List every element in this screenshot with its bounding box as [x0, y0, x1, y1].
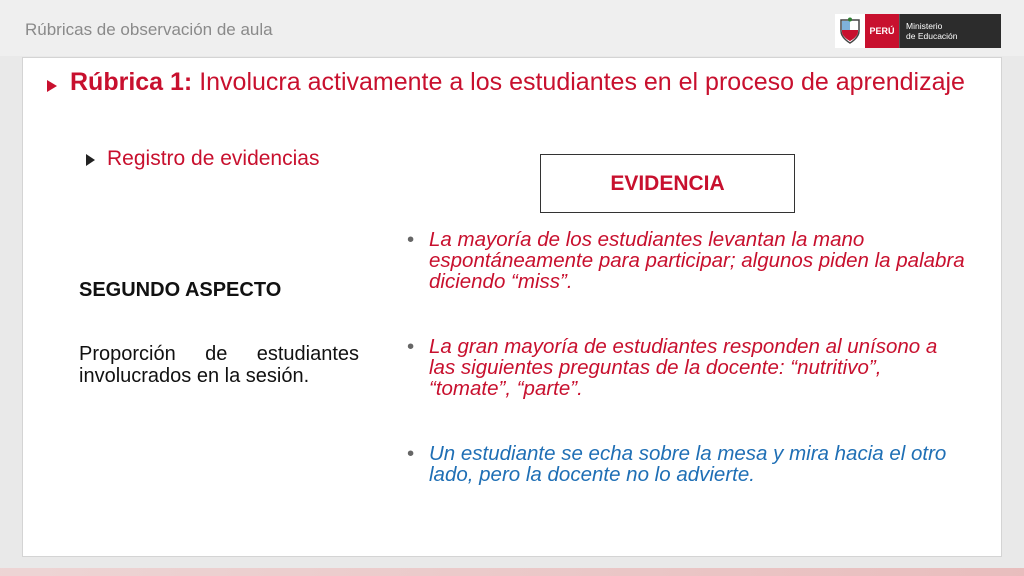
evidence-item	[405, 229, 965, 292]
evidence-item-text: La mayoría de los estudiantes levantan la mano espontáneamente para participar; algunos piden la palabra diciendo “miss”.	[429, 228, 965, 293]
evidence-list	[405, 229, 965, 485]
evidence-header-label: EVIDENCIA	[610, 171, 725, 195]
evidence-item-text: Un estudiante se echa sobre la mesa y mira hacia el otro lado, pero la docente no lo advierte.	[429, 442, 947, 486]
title-bullet-icon	[47, 80, 57, 92]
ministry-line-2: de Educación	[906, 31, 958, 41]
peru-label: PERÚ	[865, 14, 899, 48]
bottom-decoration	[0, 568, 1024, 576]
evidence-item	[405, 443, 965, 485]
header-title: Rúbricas de observación de aula	[25, 20, 273, 39]
minedu-logo	[835, 14, 1001, 48]
ministry-label	[899, 14, 1001, 48]
slide-title-bold: Rúbrica 1:	[70, 68, 193, 96]
aspect-description: Proporción de estudiantes involucrados en la sesión.	[79, 343, 359, 387]
bullet-dot-icon: •	[407, 442, 415, 465]
bullet-dot-icon: •	[407, 228, 415, 251]
header-bar	[0, 0, 1024, 56]
slide-subtitle: Registro de evidencias	[107, 147, 320, 170]
slide-title-rest: Involucra activamente a los estudiantes en el proceso de aprendizaje	[192, 68, 965, 96]
slide-title	[70, 64, 970, 100]
evidence-header-box	[540, 154, 795, 213]
aspect-label: SEGUNDO ASPECTO	[79, 279, 282, 301]
bullet-dot-icon: •	[407, 335, 415, 358]
subtitle-bullet-icon	[86, 154, 95, 166]
ministry-line-1: Ministerio	[906, 21, 943, 31]
coat-of-arms-icon	[835, 14, 865, 48]
evidence-item-text: La gran mayoría de estudiantes responden al unísono a las siguientes preguntas de la docente: “nutritivo”, “tomate”, “parte”.	[429, 335, 938, 400]
evidence-item	[405, 336, 965, 399]
